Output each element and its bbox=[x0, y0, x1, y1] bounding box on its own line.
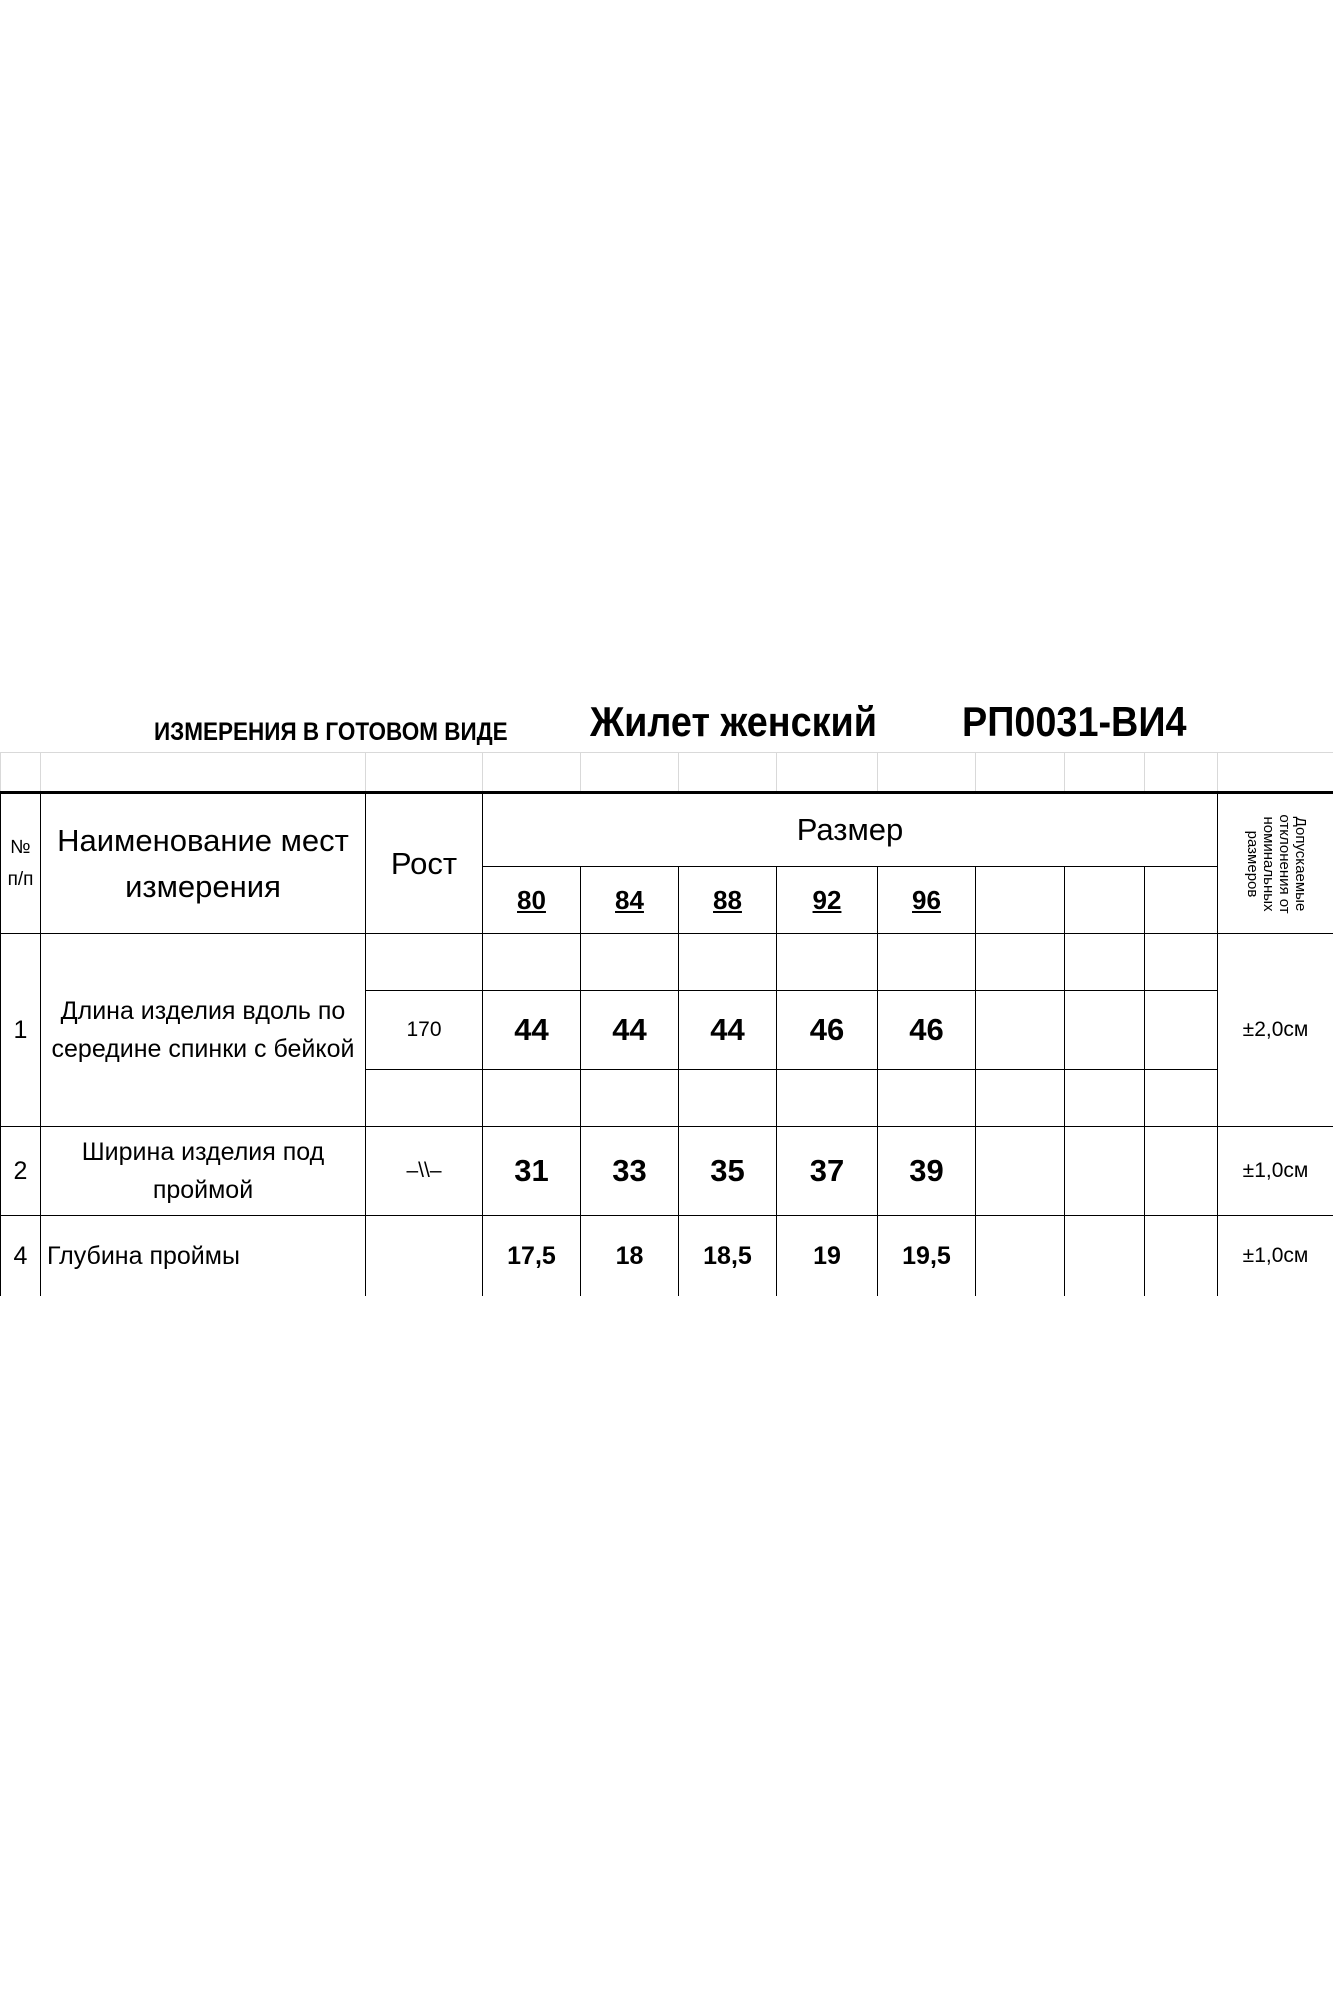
size-92: 92 bbox=[777, 867, 878, 934]
row-tolerance: ±1,0см bbox=[1218, 1127, 1333, 1216]
table-row bbox=[1, 1127, 1333, 1216]
value-cell: 19 bbox=[777, 1216, 878, 1297]
row-measurement-name: Глубина проймы bbox=[41, 1216, 366, 1297]
row-measurement-name: Длина изделия вдоль по середине спинки с бейкой bbox=[41, 934, 366, 1127]
size-84: 84 bbox=[581, 867, 679, 934]
measurements-subtitle: ИЗМЕРЕНИЯ В ГОТОВОМ ВИДЕ bbox=[154, 718, 508, 746]
size-empty-3 bbox=[1145, 867, 1218, 934]
size-96: 96 bbox=[878, 867, 976, 934]
value-cell: 44 bbox=[581, 991, 679, 1070]
value-cell: 39 bbox=[878, 1127, 976, 1216]
row-number: 1 bbox=[1, 934, 41, 1127]
value-cell: 35 bbox=[679, 1127, 777, 1216]
row-tolerance: ±1,0см bbox=[1218, 1216, 1333, 1297]
table-row bbox=[1, 934, 1333, 991]
tolerance-header-text: Допускаемые отклонения от номинальных размеров bbox=[1243, 813, 1309, 914]
value-cell: 17,5 bbox=[483, 1216, 581, 1297]
row-height: –\\– bbox=[366, 1127, 483, 1216]
row-height: 170 bbox=[366, 991, 483, 1070]
table-row bbox=[1, 1216, 1333, 1297]
row-number: 4 bbox=[1, 1216, 41, 1297]
header-row bbox=[1, 793, 1333, 867]
blank-grid-row bbox=[1, 753, 1333, 793]
value-cell: 46 bbox=[878, 991, 976, 1070]
col-header-tolerance bbox=[1218, 793, 1333, 934]
col-header-number: № п/п bbox=[1, 793, 41, 934]
garment-title: Жилет женский bbox=[590, 698, 878, 745]
size-table bbox=[0, 752, 1333, 1296]
col-header-name: Наименование мест измерения bbox=[41, 793, 366, 934]
model-code: РП0031-ВИ4 bbox=[962, 698, 1187, 745]
value-cell: 44 bbox=[483, 991, 581, 1070]
size-80: 80 bbox=[483, 867, 581, 934]
value-cell: 33 bbox=[581, 1127, 679, 1216]
value-cell: 18,5 bbox=[679, 1216, 777, 1297]
value-cell: 44 bbox=[679, 991, 777, 1070]
value-cell: 18 bbox=[581, 1216, 679, 1297]
measurement-sheet bbox=[0, 752, 1333, 1300]
size-88: 88 bbox=[679, 867, 777, 934]
row-measurement-name: Ширина изделия под проймой bbox=[41, 1127, 366, 1216]
document-header bbox=[0, 690, 1333, 750]
size-empty-1 bbox=[976, 867, 1065, 934]
value-cell: 37 bbox=[777, 1127, 878, 1216]
value-cell: 31 bbox=[483, 1127, 581, 1216]
row-tolerance: ±2,0см bbox=[1218, 934, 1333, 1127]
row-number: 2 bbox=[1, 1127, 41, 1216]
col-header-size-group: Размер bbox=[483, 793, 1218, 867]
row-height bbox=[366, 1216, 483, 1297]
value-cell: 19,5 bbox=[878, 1216, 976, 1297]
value-cell: 46 bbox=[777, 991, 878, 1070]
col-header-height: Рост bbox=[366, 793, 483, 934]
size-empty-2 bbox=[1065, 867, 1145, 934]
